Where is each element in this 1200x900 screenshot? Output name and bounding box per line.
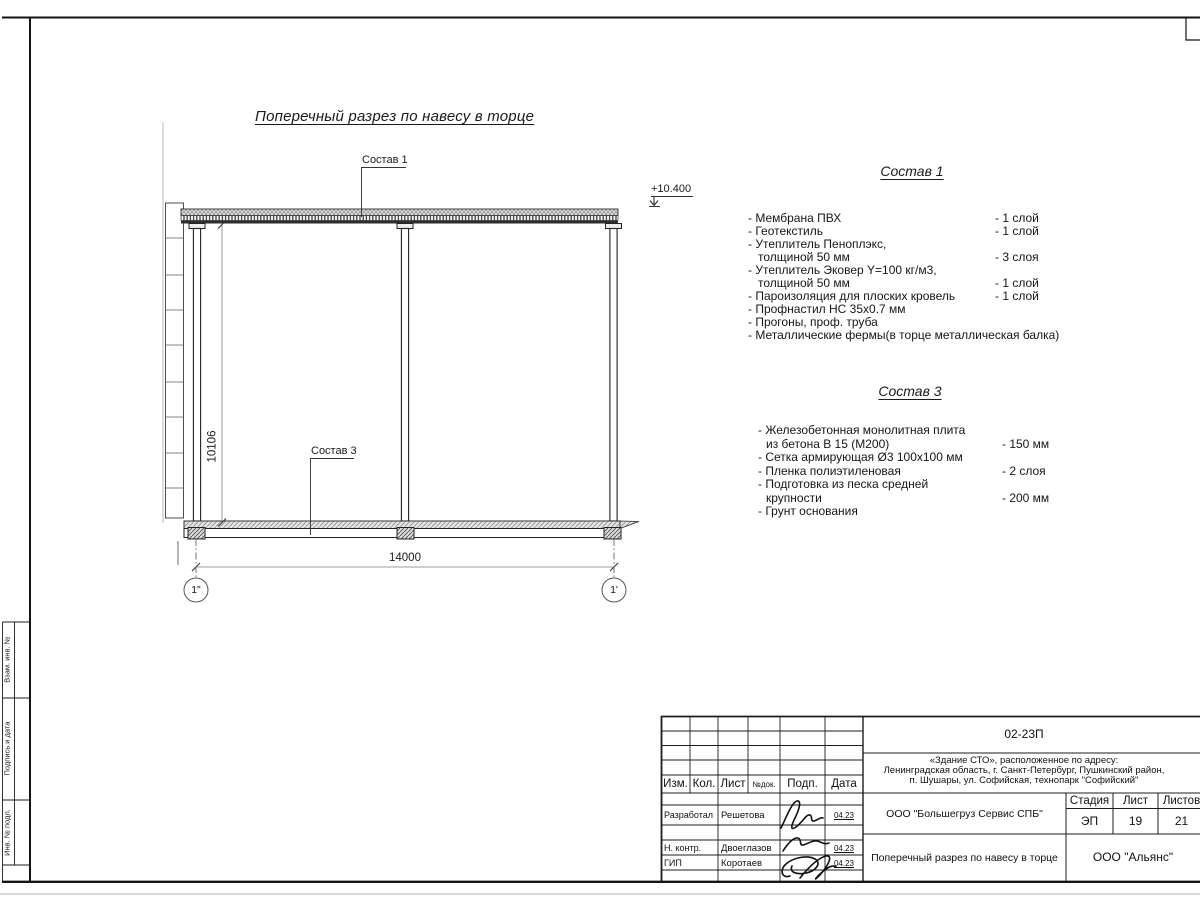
list-item: - Прогоны, проф. труба: [748, 315, 878, 329]
margin-label-podp: Подпись и дата: [2, 721, 12, 776]
list-item: - Мембрана ПВХ - 1 слой: [748, 211, 1039, 225]
col-header-list: Лист: [720, 777, 746, 790]
margin-label-vzam: Взам. инв. №: [2, 636, 12, 683]
axis-label-right: 1': [610, 584, 618, 596]
list-item: крупности - 200 мм: [766, 490, 1050, 505]
row-name-reshetova: Решетова: [721, 810, 765, 821]
row-role-gip: ГИП: [664, 858, 682, 868]
adjacent-wall: [163, 122, 184, 565]
columns: [189, 224, 622, 522]
address-line-2: Ленинградская область, г. Санкт-Петербург, Пушкинский район,: [883, 765, 1165, 776]
sostav3-list: [758, 424, 1078, 519]
row-date-razrabotal: 04.23: [833, 811, 855, 820]
list-item: - Пленка полиэтиленовая - 2 слоя: [758, 463, 1046, 478]
callout-floor-label: Состав 3: [311, 445, 357, 457]
org-name: ООО "Альянс": [1092, 850, 1174, 864]
stage-value: ЭП: [1080, 814, 1099, 828]
row-date-nkontr: 04.23: [833, 843, 855, 853]
axis-label-left: 1": [191, 584, 201, 596]
list-item: - Пароизоляция для плоских кровель - 1 слой: [748, 289, 1039, 303]
col-header-kol: Кол.: [692, 777, 716, 790]
list-item: - Подготовка из песка средней: [758, 477, 929, 491]
sheets-value: 21: [1174, 814, 1189, 828]
slab-taper: [620, 521, 639, 529]
stage-label: Стадия: [1069, 795, 1110, 807]
col-header-ndok: №док.: [752, 780, 776, 789]
list-item: толщиной 50 мм - 3 слоя: [758, 250, 1039, 264]
company-name: ООО "Большегруз Сервис СПБ": [886, 808, 1043, 820]
list-item: - Утеплитель Эковер Y=100 кг/м3,: [748, 263, 937, 277]
list-item: - Профнастил НС 35х0.7 мм: [748, 302, 906, 316]
list-item: - Железобетонная монолитная плита: [758, 423, 966, 437]
list-item: - Металлические фермы(в торце металлическая балка): [748, 328, 1060, 342]
col-header-izm: Изм.: [663, 777, 688, 790]
margin-label-inv: Инв. № подл.: [2, 809, 12, 856]
list-item: - Геотекстиль - 1 слой: [748, 224, 1039, 238]
sostav3-heading: Состав 3: [878, 383, 942, 399]
col-header-podp: Подп.: [787, 777, 818, 790]
sheet-value: 19: [1128, 814, 1143, 828]
dim-vertical: 10106: [206, 430, 219, 463]
dim-horizontal: 14000: [389, 552, 421, 564]
list-item: - Сетка армирующая Ø3 100х100 мм: [758, 450, 963, 464]
list-item: - Утеплитель Пеноплэкс,: [748, 237, 887, 251]
col-header-data: Дата: [831, 777, 857, 790]
elevation-arrow-icon: [649, 197, 660, 207]
sostav1-heading: Состав 1: [880, 163, 944, 179]
corner-stamp-box: [1186, 19, 1200, 41]
floor-slab: [184, 521, 639, 539]
page-title: Поперечный разрез по навесу в торце: [255, 108, 535, 125]
list-item: толщиной 50 мм - 1 слой: [758, 276, 1039, 290]
doc-number: 02-23П: [1004, 727, 1044, 741]
sheet-label: Лист: [1123, 795, 1148, 807]
roof-assembly: [181, 209, 618, 224]
row-date-gip: 04.23: [833, 858, 855, 868]
address-line-3: п. Шушары, ул. Софийская, технопарк "Софийский": [909, 775, 1139, 786]
sostav1-list: [748, 212, 1078, 342]
list-item: - Грунт основания: [758, 504, 858, 518]
row-name-korotaev: Коротаев: [721, 858, 763, 869]
row-role-nkontr: Н. контр.: [664, 843, 702, 853]
subject-title: Поперечный разрез по навесу в торце: [871, 852, 1058, 864]
list-item: из бетона В 15 (М200) - 150 мм: [766, 436, 1050, 451]
row-name-dvoeglazov: Двоеглазов: [721, 843, 772, 854]
row-role-razrabotal: Разработал: [664, 810, 713, 820]
address-line-1: «Здание СТО», расположенное по адресу:: [929, 755, 1119, 766]
callout-roof-label: Состав 1: [362, 154, 408, 166]
elevation-value: +10.400: [651, 183, 692, 195]
sheets-label: Листов: [1162, 795, 1200, 807]
